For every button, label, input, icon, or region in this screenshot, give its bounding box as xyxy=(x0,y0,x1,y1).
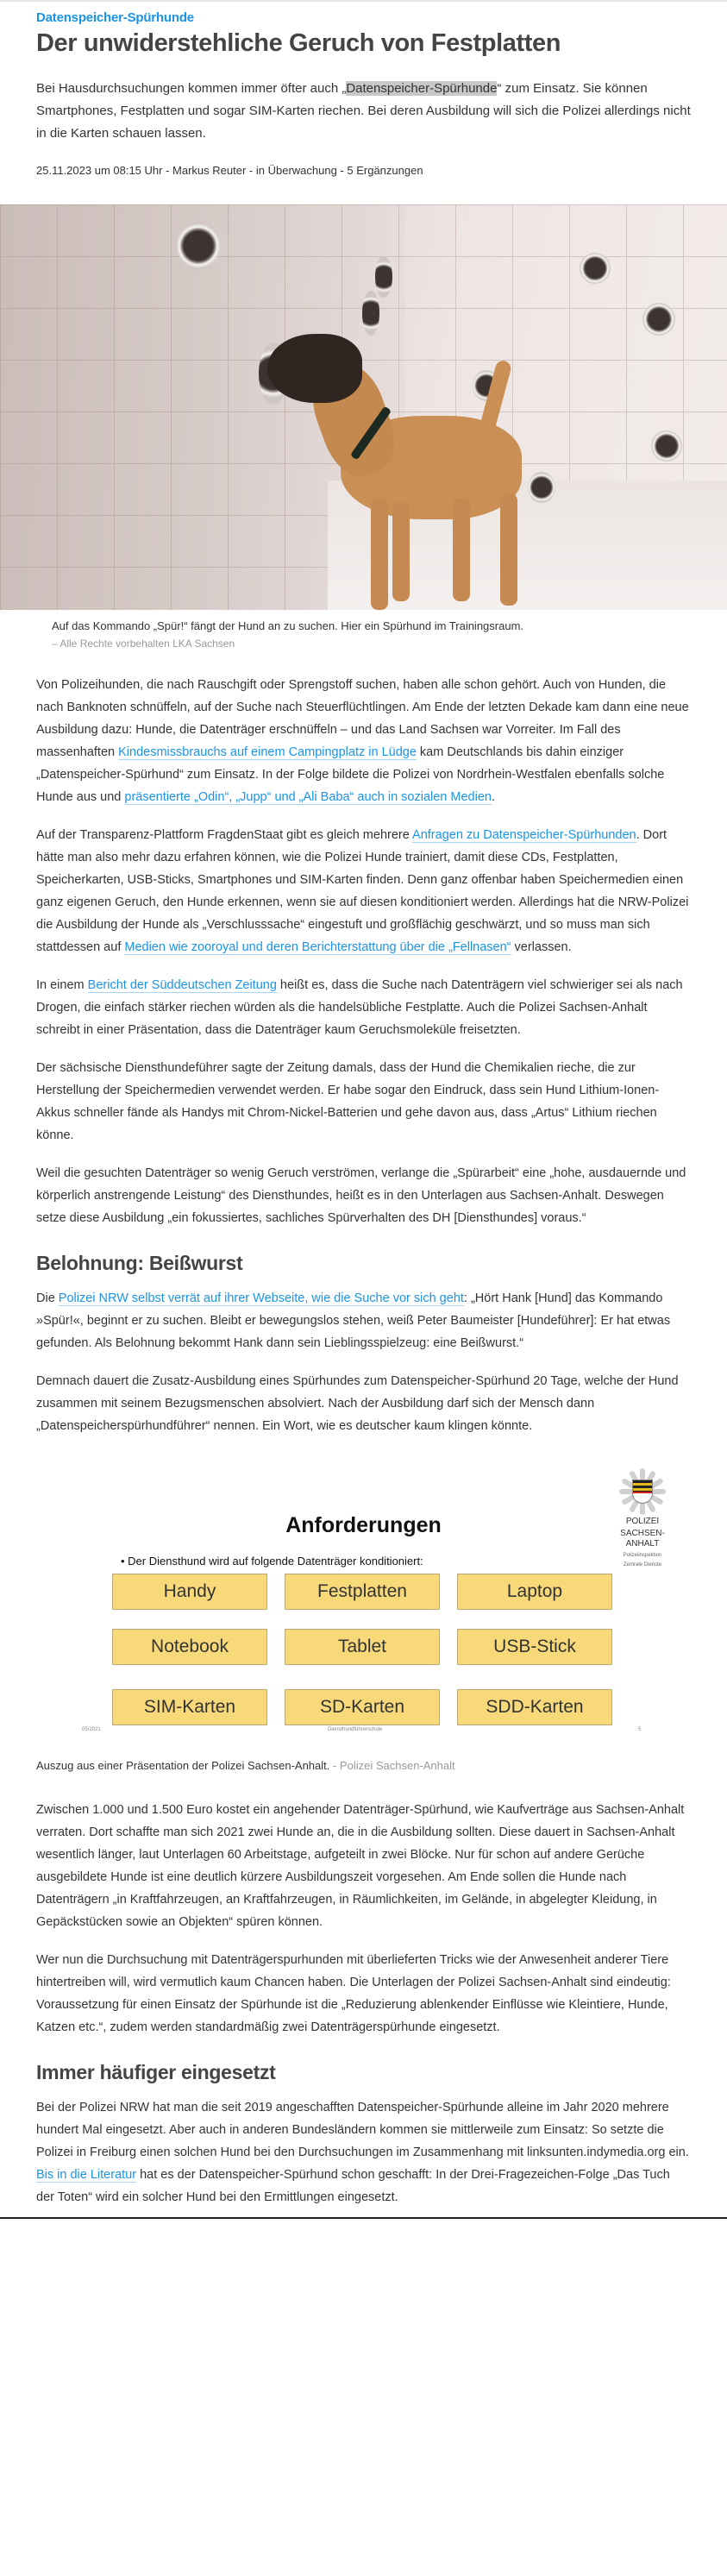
storage-media-chip: Notebook xyxy=(112,1629,267,1665)
author-link[interactable]: Markus Reuter xyxy=(172,163,247,177)
text: Auf der Transparenz-Plattform FragdenStaat gibt es gleich mehrere xyxy=(36,827,413,842)
link-polizei-nrw-webseite[interactable]: Polizei NRW selbst verrät auf ihrer Webseite, wie die Suche vor sich geht xyxy=(58,1291,464,1305)
section-heading: Belohnung: Beißwurst xyxy=(36,1251,243,1274)
caption-text: Auf das Kommando „Spür!“ fängt der Hund an zu suchen. Hier ein Spürhund im Trainingsraum. xyxy=(52,619,524,632)
article-body xyxy=(0,653,727,1437)
article-kicker: Datenspeicher-Spürhunde xyxy=(36,10,194,25)
category-link[interactable]: Überwachung xyxy=(267,163,337,177)
slide-figure xyxy=(0,1468,727,1775)
text: heißt es, dass die Suche nach Datenträgern viel schwieriger sei als nach Drogen, die einfach stärker riechen würden als die handelsübliche Festplatte. Auch die Polizei Sachsen-Anhalt schreibt in einer Präsentation, dass die Datenträger kaum Geruchsmoleküle freisetzten. xyxy=(36,977,683,1037)
hero-caption xyxy=(0,610,727,653)
hero-figure xyxy=(0,204,727,653)
text: verlassen. xyxy=(511,939,572,954)
slide-footer-date: 05/2021 xyxy=(82,1726,101,1732)
link-sueddeutsche-bericht[interactable]: Bericht der Süddeutschen Zeitung xyxy=(87,977,277,992)
storage-media-chip: USB-Stick xyxy=(457,1629,612,1665)
paragraph: Der sächsische Diensthundeführer sagte der Zeitung damals, dass der Hund die Chemikalien rieche, die zur Herstellung der Speichermedien verwendet werden. Er habe sogar den Eindruck, dass sein Hund Lithium-Ionen-Akkus schneller fände als Handys mit Chrom-Nickel-Batterien und gehe davon aus, dass „Artus“ Lithium riechen könne. xyxy=(36,1060,660,1142)
link-odin-jupp-alibaba[interactable]: präsentierte „Odin“, „Jupp“ und „Ali Baba“ auch in sozialen Medien xyxy=(124,789,492,804)
article-meta xyxy=(36,164,691,177)
logo-text: POLIZEI xyxy=(625,1516,660,1526)
paragraph xyxy=(36,824,691,958)
paragraph xyxy=(36,2096,691,2208)
link-zooroyal-fellnasen[interactable]: Medien wie zooroyal und deren Berichterstattung über die „Fellnasen“ xyxy=(124,939,511,954)
paragraph xyxy=(36,1287,691,1354)
storage-media-chip: SIM-Karten xyxy=(112,1689,267,1725)
storage-media-chip: Festplatten xyxy=(285,1574,440,1610)
article-body-continued xyxy=(0,1775,727,2208)
slide-caption xyxy=(0,1744,727,1775)
scent-hole xyxy=(528,472,555,503)
article-header xyxy=(0,10,727,177)
comments-link[interactable]: 5 Ergänzungen xyxy=(347,163,423,177)
lead-text: Bei Hausdurchsuchungen kommen immer öfter auch „ xyxy=(36,80,347,96)
section-heading: Immer häufiger eingesetzt xyxy=(36,2060,276,2083)
paragraph: Demnach dauert die Zusatz-Ausbildung eines Spürhundes zum Datenspeicher-Spürhund 20 Tage, welche der Hund zusammen mit seinem Bezugsmenschen absolviert. Nach der Ausbildung darf sich der Mensch dann „Datenspeicherspürhundführer“ nennen. Ein Wort, wie es deutscher kaum klingen könnte. xyxy=(36,1373,679,1433)
dog-leg xyxy=(392,502,410,601)
text: : „Hört Hank [Hund] das Kommando »Spür!«, beginnt er zu suchen. Bleibt er bewegungslos stehen, weiß Peter Baumeister [Hundeführer]: Er hat etwas gefunden. Als Belohnung bekommt Hank dann sein Lieblingsspielzeug: eine Beißwurst.“ xyxy=(36,1291,671,1350)
caption-credit: – Alle Rechte vorbehalten LKA Sachsen xyxy=(52,637,235,650)
police-star-icon xyxy=(619,1468,666,1515)
paragraph xyxy=(36,674,691,808)
meta-separator: - in xyxy=(246,163,268,177)
storage-media-chip: Laptop xyxy=(457,1574,612,1610)
dog-leg xyxy=(371,498,388,610)
text: . xyxy=(491,789,495,804)
link-kindesmissbrauch-luedge[interactable]: Kindesmissbrauchs auf einem Campingplatz in Lüdge xyxy=(118,745,417,759)
paragraph xyxy=(36,974,691,1041)
dog-leg xyxy=(453,498,470,601)
text: kam Deutschlands bis dahin einziger „Datenspeicher-Spürhund“ zum Einsatz. In der Folge bildete die Polizei von Nordrhein-Westfalen ebenfalls solche Hunde aus und xyxy=(36,745,665,804)
storage-media-chip: Tablet xyxy=(285,1629,440,1665)
paragraph: Zwischen 1.000 und 1.500 Euro kostet ein angehender Datenträger-Spürhund, wie Kaufverträge aus Sachsen-Anhalt verraten. Dort schaffte man sich 2021 zwei Hunde an, die in die Ausbildung sollten. Diese dauert in Sachsen-Anhalt wesentlich länger, laut Unterlagen 60 Arbeitstage, aufgeteilt in zwei Blöcke. Nur für schon auf andere Gerüche ausgebildete Hunde ist eine deutlich kürzere Ausbildungszeit vorgesehen. Am Ende sollen die Hunde nach Datenträgern „in Kraftfahrzeugen, an Kraftfahrzeugen, in Räumlichkeiten, im Gelände, in abgelegter Kleidung, in Gepäckstücken sowie an Objekten“ spüren können. xyxy=(36,1802,685,1929)
slide-footer-center: Diensthundführerschule xyxy=(328,1726,383,1732)
slide-footer xyxy=(0,1727,727,1737)
link-literatur[interactable]: Bis in die Literatur xyxy=(36,2167,137,2182)
logo-text: SACHSEN-ANHALT xyxy=(620,1528,665,1549)
article-lead xyxy=(36,78,691,145)
text: Von Polizeihunden, die nach Rauschgift oder Sprengstoff suchen, haben alle schon gehört. Auch von Hunden, die nach Banknoten schnüffeln, auf der Suche nach Steuerflüchtlingen. Am Ende der letzten Dekade kam dann eine neue Ausbildung dazu: Hunde, die Datenträger erschnüffeln – und das Land Sachsen war Vorreiter. Im Fall des massenhaften xyxy=(36,677,689,759)
paragraph: Weil die gesuchten Datenträger so wenig Geruch verströmen, verlange die „Spürarbeit“ eine „hohe, ausdauernde und körperlich anstrengende Leistung“ des Diensthundes, heißt es in den Unterlagen aus Sachsen-Anhalt. Deswegen setze diese Ausbildung „ein fokussiertes, sachliches Spürverhalten des DH [Diensthundes] voraus.“ xyxy=(36,1165,686,1225)
storage-media-chip: SDD-Karten xyxy=(457,1689,612,1725)
dog-leg xyxy=(500,493,517,606)
logo-subtext: Zentrale Dienste xyxy=(623,1561,662,1568)
slide-title: Anforderungen xyxy=(285,1512,442,1537)
meta-separator: - xyxy=(336,163,348,177)
text: In einem xyxy=(36,977,88,992)
logo-subtext: Polizeiinspektion xyxy=(623,1552,662,1558)
paragraph: Wer nun die Durchsuchung mit Datenträgerspurhunden mit überlieferten Tricks wie der Anwesenheit anderer Tiere hintertreiben will, wird vermutlich kaum Chancen haben. Die Unterlagen der Polizei Sachsen-Anhalt sind eindeutig: Voraussetzung für einen Einsatz der Spürhunde ist die „Reduzierung ablenkender Einflüsse wie Kleintiere, Hunde, Katzen etc.“, zudem werden standardmäßig zwei Datenträgerspürhunde eingesetzt. xyxy=(36,1952,671,2034)
caption-text: Auszug aus einer Präsentation der Polizei Sachsen-Anhalt. xyxy=(36,1758,330,1772)
dog-head xyxy=(267,334,362,403)
scent-hole xyxy=(651,430,682,462)
scent-hole xyxy=(177,222,220,270)
publish-date: 25.11.2023 um 08:15 Uhr xyxy=(36,163,163,177)
lead-text: “ zum Einsatz. Sie können Smartphones, Festplatten und sogar SIM-Karten riechen. Bei deren Ausbildung will sich die Polizei allerdings nicht in die Karten schauen lassen. xyxy=(36,80,691,141)
text: . Dort hätte man also mehr dazu erfahren können, wie die Polizei Hunde trainiert, damit diese CDs, Festplatten, Speicherkarten, USB-Sticks, Smartphones und SIM-Karten finden. Denn ganz offenbar haben Speichermedien einen ganz eigenen Geruch, den Hunde erkennen, wenn sie auf diesen konditioniert werden. Allerdings hat die NRW-Polizei die Ausbildung der Hunde als „Verschlusssache“ eingestuft und großflächig geschwärzt, und so muss man sich stattdessen auf xyxy=(36,827,689,954)
storage-media-chip: SD-Karten xyxy=(285,1689,440,1725)
scent-hole xyxy=(642,303,675,336)
slide-bullet: • Der Diensthund wird auf folgende Datenträger konditioniert: xyxy=(121,1554,423,1568)
scent-hole xyxy=(375,256,392,298)
article-title: Der unwiderstehliche Geruch von Festplatten xyxy=(36,29,561,57)
storage-media-grid xyxy=(112,1574,612,1725)
text: Die xyxy=(36,1291,59,1305)
storage-media-chip: Handy xyxy=(112,1574,267,1610)
text: hat es der Datenspeicher-Spürhund schon geschafft: In der Drei-Fragezeichen-Folge „Das Tuch der Toten“ wird ein solcher Hund bei den Ermittlungen eingesetzt. xyxy=(36,2167,670,2204)
slide-footer-page: 5 xyxy=(638,1726,642,1732)
presentation-slide xyxy=(0,1468,727,1744)
coat-of-arms-icon xyxy=(632,1480,653,1504)
link-fragdenstaat-anfragen[interactable]: Anfragen zu Datenspeicher-Spürhunden xyxy=(412,827,636,842)
meta-separator: - xyxy=(162,163,173,177)
lead-highlight[interactable]: Datenspeicher-Spürhunde xyxy=(346,80,498,96)
caption-credit: - Polizei Sachsen-Anhalt xyxy=(329,1758,455,1772)
text: Bei der Polizei NRW hat man die seit 2019 angeschafften Datenspeicher-Spürhunde alleine im Jahr 2020 mehrere hundert Mal eingesetzt. Aber auch in anderen Bundesländern kommen sie mittlerweile zum Einsatz: So setzte die Polizei in Freiburg einen solchen Hund bei den Durchsuchungen im Zusammenhang mit linksunten.indymedia.org ein. xyxy=(36,2100,689,2159)
scent-hole xyxy=(580,253,611,284)
hero-image xyxy=(0,204,727,610)
scent-hole xyxy=(362,291,379,336)
